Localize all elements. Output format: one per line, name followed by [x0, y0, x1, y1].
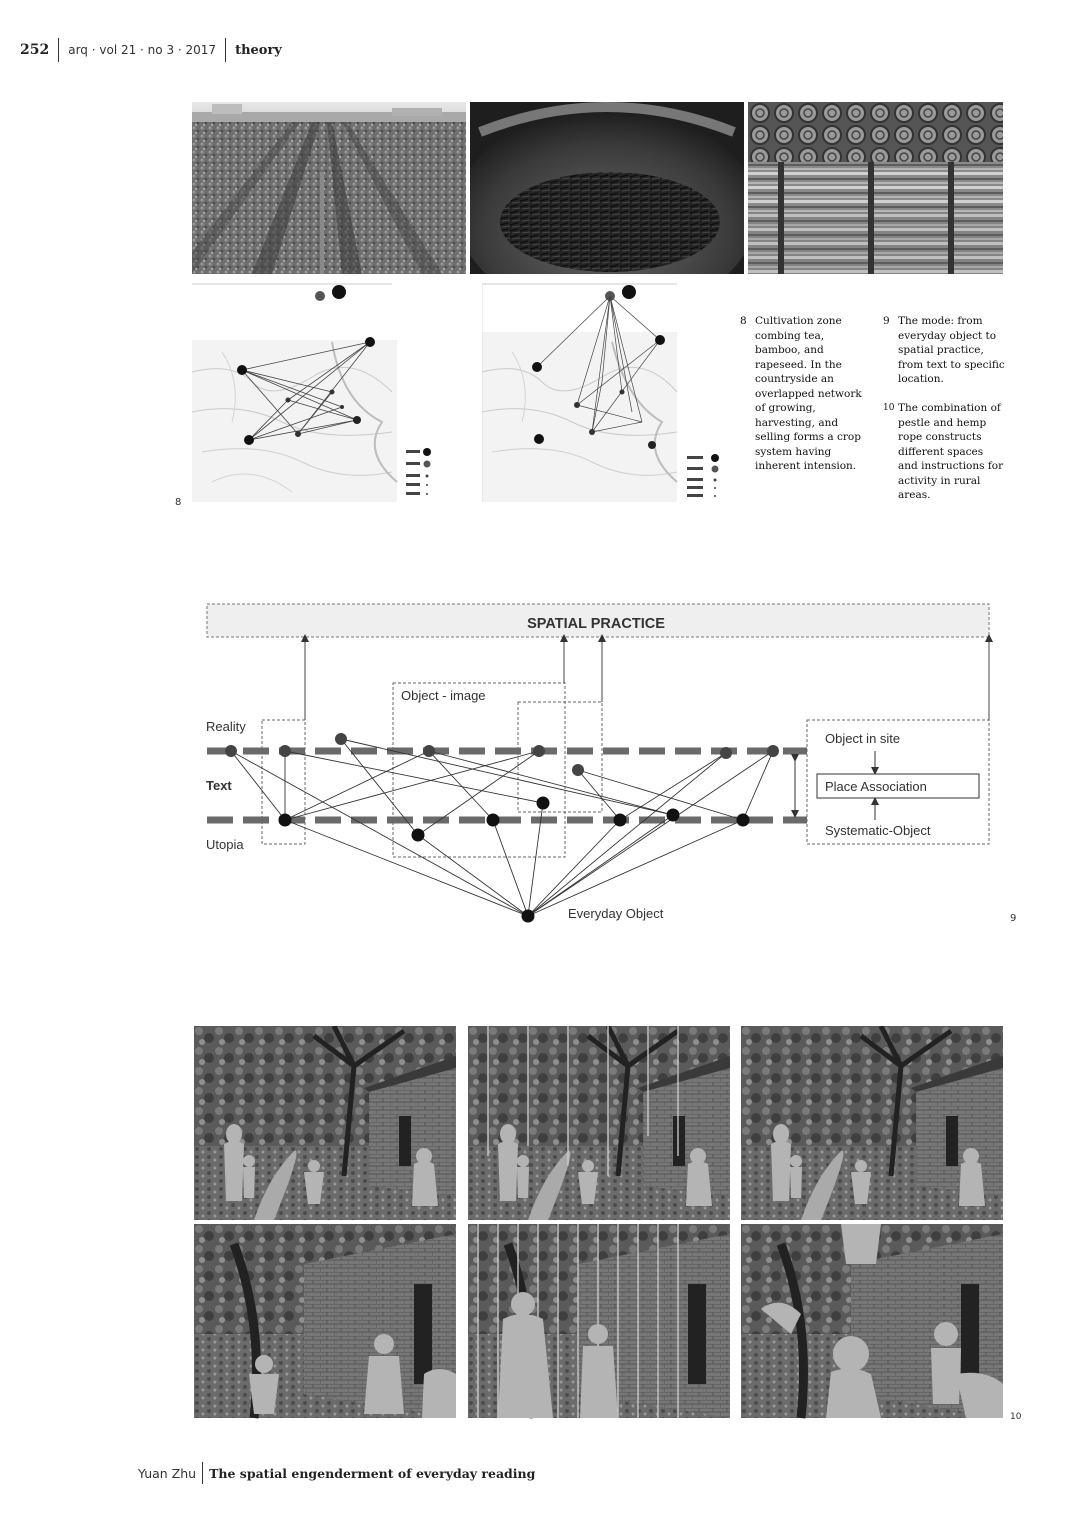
- object-image-label: Object - image: [401, 688, 486, 703]
- footer-title: The spatial engenderment of everyday reading: [209, 1465, 536, 1481]
- header-divider: [225, 38, 226, 62]
- caption-number: 10: [883, 403, 895, 413]
- activity-photo-grid: [193, 1026, 1005, 1422]
- text-label: Text: [206, 778, 232, 793]
- everyday-object-label: Everyday Object: [568, 906, 664, 921]
- caption-number: 8: [740, 315, 747, 327]
- figure-9-caption: [883, 314, 1008, 394]
- caption-text: Cultivation zone combing tea, bamboo, and rapeseed. In the countryside an overlapped network of growing, harvesting, and selling forms a crop system having inherent intension.: [755, 315, 862, 472]
- tea-leaves-photo: [470, 102, 744, 274]
- caption-text: The mode: from everyday object to spatial practice, from text to specific location.: [898, 315, 1005, 385]
- object-in-site-label: Object in site: [825, 731, 901, 746]
- figure-9-number: 9: [1010, 913, 1017, 924]
- rapeseed-field-photo: [192, 102, 466, 274]
- header-divider: [58, 38, 59, 62]
- reality-label: Reality: [206, 719, 246, 734]
- footer-divider: [202, 1462, 203, 1484]
- figure-10-caption: [883, 401, 1008, 501]
- running-header: [20, 38, 282, 62]
- figure-8-number: 8: [175, 497, 182, 508]
- footer-author: Yuan Zhu: [138, 1465, 197, 1481]
- caption-text: The combination of pestle and hemp rope constructs different spaces and instructions for activity in rural areas.: [898, 402, 1004, 501]
- caption-number: 9: [883, 315, 890, 327]
- figure-8-caption: [740, 314, 870, 484]
- spatial-practice-label: SPATIAL PRACTICE: [527, 616, 665, 632]
- place-association-label: Place Association: [825, 779, 927, 794]
- figure-10-number: 10: [1010, 1412, 1022, 1422]
- journal-info: arq · vol 21 · no 3 · 2017: [68, 43, 217, 57]
- running-footer: [138, 1462, 535, 1484]
- network-map-left: [192, 282, 462, 504]
- page-number: 252: [20, 42, 50, 58]
- bamboo-bundles-photo: [748, 102, 1003, 274]
- section-name: theory: [235, 42, 282, 58]
- network-map-right: [482, 282, 727, 504]
- systematic-object-label: Systematic-Object: [825, 823, 931, 838]
- spatial-practice-diagram: [196, 598, 996, 928]
- utopia-label: Utopia: [206, 837, 244, 852]
